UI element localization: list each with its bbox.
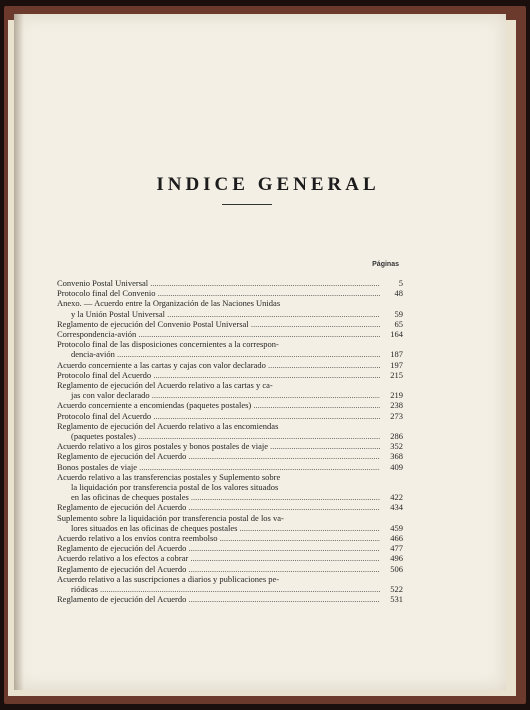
toc-entry-title: en las oficinas de cheques postales ..... xyxy=(57,492,403,502)
toc-entry-title: jas con valor declarado ..... xyxy=(57,390,403,400)
toc-entry-title: Reglamento de ejecución del Acuerdo ..... xyxy=(57,502,403,512)
toc-entry-page: 459 xyxy=(380,523,403,533)
toc-entry xyxy=(57,482,403,492)
toc-entry xyxy=(57,462,403,472)
toc-entry-page: 496 xyxy=(380,553,403,563)
toc-entry-page: 197 xyxy=(380,360,403,370)
toc-entry xyxy=(57,543,403,553)
toc-entry-title: Suplemento sobre la liquidación por transferencia postal de los va- xyxy=(57,512,284,523)
toc-entry-title: Protocolo final del Acuerdo ..... xyxy=(57,411,403,421)
toc-entry-page: 434 xyxy=(380,502,403,512)
toc-entry-title: lores situados en las oficinas de cheques postales ..... xyxy=(57,523,403,533)
toc-entry-title: Protocolo final del Acuerdo ..... xyxy=(57,370,403,380)
toc-entry xyxy=(57,339,403,349)
toc-entry-page: 219 xyxy=(380,390,403,400)
toc-entry xyxy=(57,309,403,319)
toc-entry-title: Reglamento de ejecución del Acuerdo relativo a las encomiendas xyxy=(57,420,279,431)
toc-entry xyxy=(57,451,403,461)
toc-entry xyxy=(57,584,403,594)
toc-entry-page: 59 xyxy=(380,309,403,319)
toc-entry-title: Reglamento de ejecución del Acuerdo ..... xyxy=(57,451,403,461)
toc-entry-page: 164 xyxy=(380,329,403,339)
title-rule xyxy=(222,204,272,205)
toc-entry-title: la liquidación por transferencia postal de los valores situados xyxy=(71,482,279,493)
toc-entry-page: 5 xyxy=(380,278,403,288)
toc-entry xyxy=(57,400,403,410)
toc-entry-title: y la Unión Postal Universal ..... xyxy=(57,309,403,319)
toc-entry-page: 187 xyxy=(380,349,403,359)
toc-entry-page: 48 xyxy=(380,288,403,298)
toc-entry xyxy=(57,492,403,502)
toc-entry-title: Correspondencia-avión ..... xyxy=(57,329,403,339)
toc-entry-page: 477 xyxy=(380,543,403,553)
toc-entry-title: Acuerdo relativo a los efectos a cobrar ..... xyxy=(57,553,403,563)
toc-entry xyxy=(57,319,403,329)
toc-entry-page: 506 xyxy=(380,564,403,574)
toc-entry xyxy=(57,411,403,421)
toc-entry-title: Acuerdo relativo a los giros postales y bonos postales de viaje ..... xyxy=(57,441,403,451)
toc-entry-page: 238 xyxy=(380,400,403,410)
toc-entry-title: (paquetes postales) ..... xyxy=(57,431,403,441)
gutter-shadow xyxy=(14,14,24,690)
toc-entry xyxy=(57,564,403,574)
toc-entry xyxy=(57,329,403,339)
toc-entry-title: dencia-avión ..... xyxy=(57,349,403,359)
toc-entry-page: 286 xyxy=(380,431,403,441)
toc-entry xyxy=(57,574,403,584)
toc-entry-title: Reglamento de ejecución del Acuerdo ..... xyxy=(57,594,403,604)
toc-entry-page: 422 xyxy=(380,492,403,502)
toc-entry-title: Reglamento de ejecución del Acuerdo relativo a las cartas y ca- xyxy=(57,380,273,391)
toc-entry-title: Acuerdo relativo a las transferencias postales y Suplemento sobre xyxy=(57,471,281,482)
toc-entry xyxy=(57,288,403,298)
book-page xyxy=(14,14,506,690)
toc-entry xyxy=(57,349,403,359)
toc-entry-page: 368 xyxy=(380,451,403,461)
pages-column-heading: Páginas xyxy=(372,261,399,268)
toc-entry-page: 531 xyxy=(380,594,403,604)
toc-entry-page: 65 xyxy=(380,319,403,329)
toc-entry-title: Reglamento de ejecución del Acuerdo ..... xyxy=(57,543,403,553)
toc-entry xyxy=(57,421,403,431)
toc-entry-title: riódicas ..... xyxy=(57,584,403,594)
toc-entry-page: 215 xyxy=(380,370,403,380)
toc-entry xyxy=(57,431,403,441)
toc-entry-title: Acuerdo concerniente a encomiendas (paquetes postales) ..... xyxy=(57,400,403,410)
toc-entry-title: Acuerdo relativo a los envíos contra reembolso ..... xyxy=(57,533,403,543)
toc-entry xyxy=(57,360,403,370)
toc-entry xyxy=(57,533,403,543)
toc-entry xyxy=(57,298,403,308)
toc-entry xyxy=(57,523,403,533)
toc-entry xyxy=(57,553,403,563)
table-of-contents xyxy=(57,278,403,605)
toc-entry-title: Convenio Postal Universal ..... xyxy=(57,278,403,288)
toc-entry-title: Protocolo final de las disposiciones concernientes a la correspon- xyxy=(57,339,279,350)
toc-entry-page: 352 xyxy=(380,441,403,451)
toc-entry-title: Reglamento de ejecución del Convenio Postal Universal ..... xyxy=(57,319,403,329)
toc-entry-title: Reglamento de ejecución del Acuerdo ..... xyxy=(57,564,403,574)
toc-entry xyxy=(57,594,403,604)
toc-entry-title: Anexo. — Acuerdo entre la Organización de las Naciones Unidas xyxy=(57,298,281,309)
toc-entry xyxy=(57,370,403,380)
toc-entry-title: Acuerdo relativo a las suscripciones a diarios y publicaciones pe- xyxy=(57,573,280,584)
toc-entry xyxy=(57,390,403,400)
toc-entry xyxy=(57,472,403,482)
toc-entry xyxy=(57,441,403,451)
toc-entry xyxy=(57,502,403,512)
toc-entry xyxy=(57,513,403,523)
toc-entry-page: 273 xyxy=(380,411,403,421)
page-title: INDICE GENERAL xyxy=(156,174,380,195)
toc-entry xyxy=(57,380,403,390)
toc-entry-page: 466 xyxy=(380,533,403,543)
toc-entry-page: 522 xyxy=(380,584,403,594)
toc-entry-title: Acuerdo concerniente a las cartas y cajas con valor declarado ..... xyxy=(57,360,403,370)
toc-entry-title: Protocolo final del Convenio ..... xyxy=(57,288,403,298)
toc-entry xyxy=(57,278,403,288)
toc-entry-title: Bonos postales de viaje ..... xyxy=(57,462,403,472)
toc-entry-page: 409 xyxy=(380,462,403,472)
